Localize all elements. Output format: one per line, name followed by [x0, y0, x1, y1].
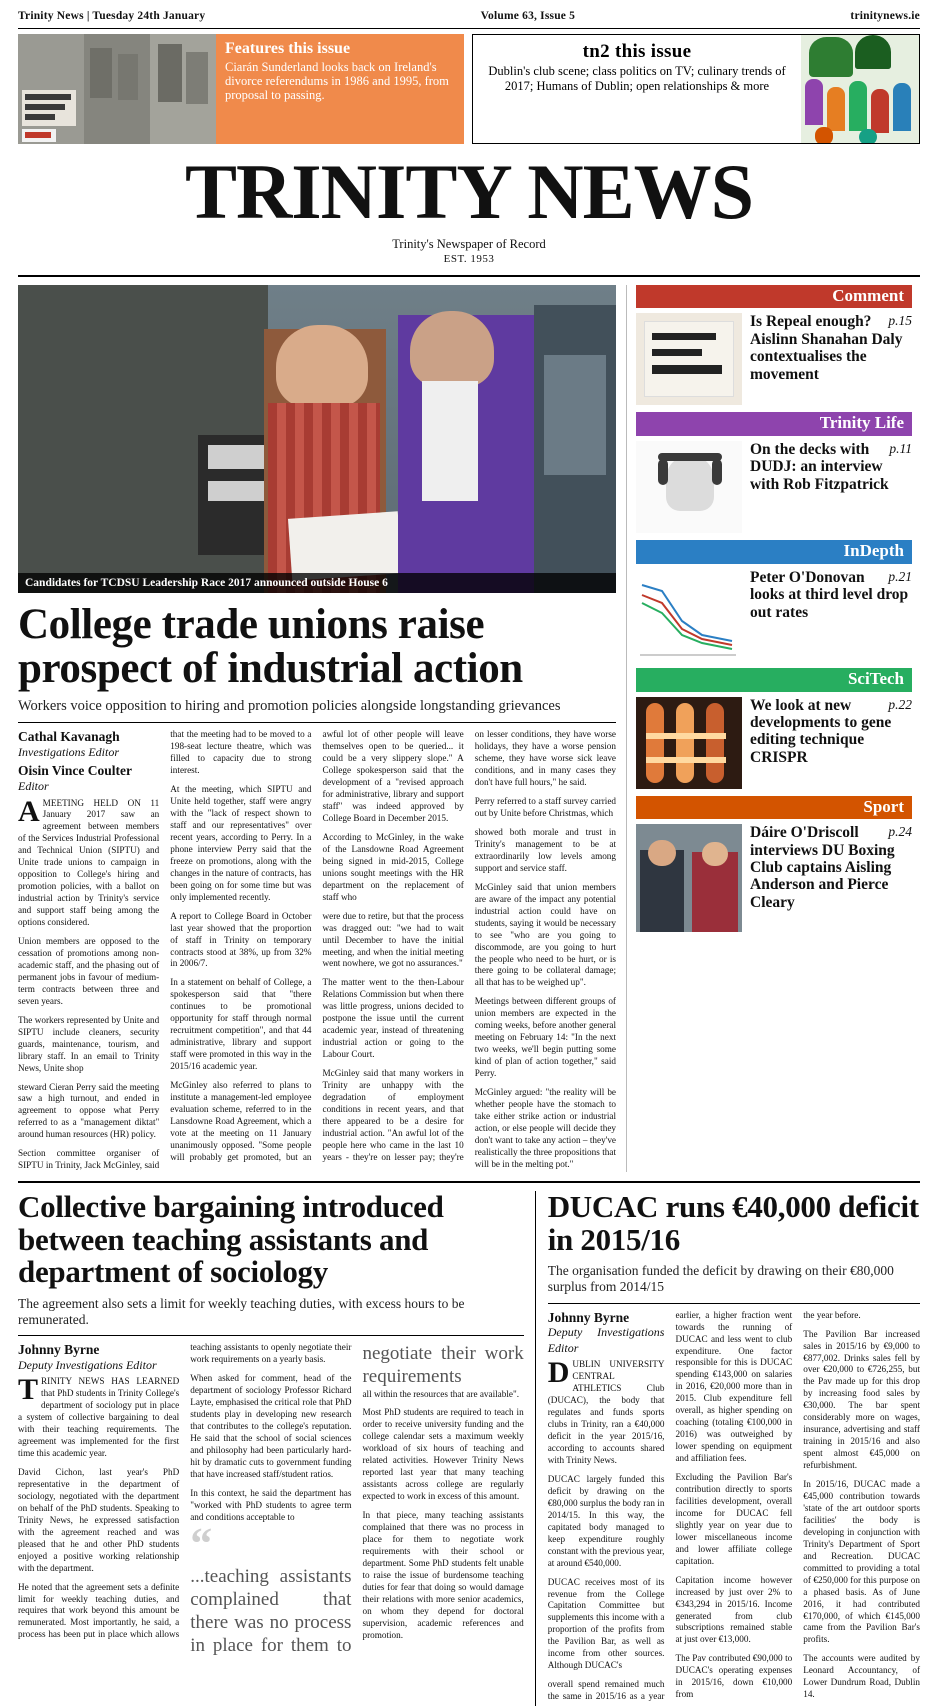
story-headline: Collective bargaining introduced between teaching assistants and department of sociology: [18, 1189, 444, 1290]
rail-headline-comment: [750, 313, 912, 405]
story-paragraph: The Pav contributed €90,000 to DUCAC's operating expenses in 2015/16, down €10,000 from: [675, 1653, 793, 1700]
story-paragraph: David Cichon, last year's PhD representative in the department of sociology, negotiated with the department on behalf of the PhD students. Speaking to Trinity News, he expressed satisfaction with the agreement reached and was pleased that he and other PhD students enjoyed a positive working relationship with the department.: [18, 1466, 180, 1573]
lead-paragraph: Meetings between different groups of union members are expected in the coming weeks, before another general meeting on February 14: "In the next two weeks, we'll begin putting some kind of plan of action together," said Perry.: [474, 996, 616, 1079]
lead-paragraph: McGinley also referred to plans to institute a management-led employee evaluation scheme, referred to in the Lansdowne Road Agreement, which a vote at the meeting on 11 January unanimously opposed. "Some people will probably get promoted, but an awful lot of other people will leave themselves open to be queried... it could be a very slippery slope." A College spokesperson said that the development of a "revised approach for administrative, library and support staff" was indeed approved by College Board in December 2015.: [170, 729, 464, 1162]
rail-item-comment[interactable]: [636, 285, 912, 406]
story-paragraph: In that piece, many teaching assistants complained that there was no process in place for them to negotiate work requirements with their school or department. Some PhD students felt unable to raise the issue of burdensome teaching duties for fear that doing so would damage their relations with more senior academics, on whom they depend for doctoral supervision, academic references and promotion.: [362, 1510, 524, 1640]
story-paragraph: DUCAC receives most of its revenue from the College Capitation Committee but supplements this income with a proportion of the profits from the Pavilion Bar, as well as income from other sources. Although DUCAC's: [547, 1576, 665, 1671]
rail-item-scitech[interactable]: [636, 668, 912, 789]
lead-standfirst: Workers voice opposition to hiring and promotion policies alongside longstanding grievances: [18, 698, 561, 715]
story-paragraph: Excluding the Pavilion Bar's contribution directly to sports facilities development, overall income for DUCAC fell slightly year on year due to lower miscellaneous income and lower affiliate college capitation.: [675, 1472, 793, 1566]
lead-paragraph: steward Cieran Perry said the meeting saw a high turnout, and ended in agreement to oppose what Perry referred to as a "management diktat" around human resources (HR) policy.: [18, 1081, 160, 1140]
lead-photo: [18, 285, 616, 593]
lead-paragraph: were due to retire, but that the process was dragged out: "we had to wait until December to have the initial meeting, and when the initial meeting went nowhere, we got no assurances.": [322, 910, 464, 969]
story-paragraph: TRINITY NEWS HAS LEARNED that PhD students in Trinity College's department of sociology put in place a system of collective bargaining to deal with their teaching requirements. The agreement was implemented for the first time this academic year.: [18, 1373, 180, 1459]
story-paragraph: DUBLIN UNIVERSITY CENTRAL ATHLETICS Club (DUCAC), the body that regulates and funds sports clubs in Trinity, ran a €40,000 deficit in the year 2015/16, according to accounts shared with Trinity News.: [547, 1356, 665, 1465]
quote-mark-icon: “: [190, 1518, 213, 1568]
rail-section-label: InDepth: [636, 540, 912, 564]
lead-paragraph: In a statement on behalf of College, a spokesperson said that "there continues to be promotional opportunity for staff through normal recruitment competition", and that 44 administrative, library and support staff were promoted in this way in the 2015/16 academic year.: [170, 977, 312, 1072]
story-paragraph: overall spend remained much the same in 2015/16 as a year earlier, a higher fraction went towards the running of DUCAC and less went to club expenditure. One factor responsible for this is DUCAC spending €143,000 on salaries in 2016, €20,000 more than in 2015. Club expenditure fell overall, as higher spending on coaching (totaling €100,000 in 2016) was outweighed by lower spending on equipment and affiliation fees.: [547, 1309, 793, 1702]
lead-byline-2: Oisin Vince Coulter: [18, 763, 132, 779]
lead-byline-1: Cathal Kavanagh: [18, 729, 120, 745]
lead-paragraph: Union members are opposed to the cessation of promotions among non-academic staff, and the phasing out of permanent jobs in favour of medium-term contracts between three and seven years.: [18, 936, 160, 1006]
story-body: [18, 1342, 524, 1657]
masthead-title: TRINITY NEWS: [184, 148, 754, 235]
lead-photo-caption: Candidates for TCDSU Leadership Race 2017 announced outside House 6: [18, 573, 616, 593]
lead-paragraph: AMEETING HELD ON 11 January 2017 saw an agreement between members of the Services Industrial Professional and Technical Union (SIPTU) and Unite trade unions to campaign in opposition to College's hiring and promotion policies, with a ballot on industrial action by Trinity's service and support staff being among the options considered.: [18, 794, 160, 928]
rail-headline-trinity-life: [750, 441, 912, 533]
promo-features[interactable]: [18, 34, 464, 144]
story-rule: [18, 1335, 524, 1336]
main-content: [18, 285, 920, 1172]
lead-paragraph: Section committee organiser of SIPTU in Trinity, Jack McGinley, said that the meeting had to be moved to a 198-seat lecture theatre, which was filled to capacity due to strong interest.: [18, 729, 312, 1171]
rail-thumb-indepth: [636, 569, 742, 661]
story-ducac-deficit: [548, 1191, 920, 1706]
issue-date: Trinity News | Tuesday 24th January: [18, 10, 206, 22]
volume-issue: Volume 63, Issue 5: [480, 10, 576, 22]
rail-page-indepth: p.21: [888, 568, 912, 584]
rail-page-comment: p.15: [888, 313, 912, 329]
story-body: [548, 1310, 920, 1706]
rail-section-label: Comment: [636, 285, 912, 309]
bottom-stories: [18, 1181, 920, 1706]
lead-paragraph: McGinley said that union members are aware of the impact any potential industrial action could have on students, saying it would be necessary to see "who are you going to discommode, are you going to hurt the people who need to be hurt, or is there going to be collateral damage; all that has to be weighed up".: [474, 881, 616, 988]
rail-page-scitech: p.22: [888, 696, 912, 712]
section-rail: [626, 285, 912, 1172]
rail-headline-sport: [750, 824, 912, 932]
story-paragraph: DUCAC largely funded this deficit by drawing on the €80,000 surplus the body ran in 2014/15. In this way, the capitated body managed to keep expenditure roughly constant with the previous year, at around €540,000.: [547, 1473, 665, 1568]
story-rule: [548, 1303, 920, 1304]
lead-paragraph: At the meeting, which SIPTU and Unite held together, staff were angry with the "lack of respect shown to staff and our representatives" over recent years, according to Perry. In a phone interview Perry said that the freeze on promotions, along with the changes in the nature of contracts, has been going on for some time but was only implemented recently.: [170, 784, 312, 902]
story-paragraph: He noted that the agreement sets a definite limit for weekly teaching duties, and requires that work beyond this amount be remunerated. Most importantly, he said, a process has been put in place which allows teaching assistants to openly negotiate their work requirements on a yearly basis.: [18, 1342, 352, 1640]
promo-strip: [18, 34, 920, 144]
lead-paragraph: The workers represented by Unite and SIPTU include cleaners, security guards, maintenance, tourism, and library staff. In an email to Trinity News, Unite shop: [18, 1014, 160, 1073]
rail-thumb-sport: [636, 824, 742, 932]
rail-item-sport[interactable]: [636, 796, 912, 933]
promo-tn2[interactable]: [472, 34, 920, 144]
lead-paragraph: The matter went to the then-Labour Relations Commission but when there was little progress, unions decided to postpone the issue until the current academic year, instead of threatening industrial action or going to the Labour Court.: [322, 977, 464, 1060]
rail-page-sport: p.24: [888, 824, 912, 840]
story-paragraph: The Pavilion Bar increased sales in 2015/16 by €9,000 to €877,002. Drinks sales fell by over €20,000 to €726,255, but the Pav made up for this drop by increasing food sales by €30,000. The bar spent considerably more on wages, insurance, advertising and staff training in 2015/16 and also spent almost €45,000 on refurbishment.: [803, 1328, 920, 1471]
lead-paragraph: According to McGinley, in the wake of the Lansdowne Road Agreement being signed in mid-2015, College unions sought meetings with the HR department on the replacement of staff who: [322, 831, 464, 902]
lead-paragraph: showed both morale and trust in Trinity's management to be at extraordinarily low levels among support and service staff.: [474, 826, 616, 873]
top-bar: [18, 0, 920, 28]
rail-headline-text: Dáire O'Driscoll interviews DU Boxing Club captains Aisling Anderson and Pierce Cleary: [750, 824, 895, 911]
rail-thumb-comment: [636, 313, 742, 405]
story-paragraph: the year before.: [803, 1309, 861, 1320]
rail-thumb-scitech: [636, 697, 742, 789]
rail-headline-text: On the decks with DUDJ: an interview with Rob Fitzpatrick: [750, 441, 889, 493]
promo-features-photo: [18, 34, 216, 144]
story-paragraph: Capitation income however increased by just over 2% to €343,294 in 2015/16. Income generated from club subscriptions remained stable at just over €13,000.: [675, 1574, 793, 1645]
promo-tn2-sub: Dublin's club scene; class politics on TV; culinary trends of 2017; Humans of Dublin; open relationships & more: [488, 63, 786, 93]
masthead-rule: [18, 275, 920, 277]
rail-section-label: SciTech: [636, 668, 912, 692]
lead-body: [18, 729, 616, 1172]
rail-headline-scitech: [750, 697, 912, 789]
masthead-established: EST. 1953: [443, 252, 495, 265]
story-byrole: Deputy Investigations Editor: [547, 1325, 665, 1355]
lead-headline: College trade unions raise prospect of industrial action: [18, 600, 523, 693]
story-paragraph: When asked for comment, head of the department of sociology Professor Richard Layte, emphasised the critical role that PhD students play in developing new research that contributes to the college's reputation. He said that the school of social sciences and philosophy had been particularly hard-hit by dramatic cuts to government funding that have increased staff/student ratios.: [190, 1373, 352, 1479]
rail-headline-indepth: [750, 569, 912, 661]
promo-tn2-kicker: tn2 this issue: [582, 41, 692, 62]
rail-item-indepth[interactable]: [636, 540, 912, 661]
rail-headline-text: Peter O'Donovan looks at third level drop out rates: [750, 568, 909, 621]
rail-thumb-trinity-life: [636, 441, 742, 533]
story-paragraph: The accounts were audited by Leonard Accountancy, of Lower Dundrum Road, Dublin 14.: [803, 1653, 920, 1700]
website-url[interactable]: trinitynews.ie: [850, 10, 920, 22]
story-pullquote-text: ...teaching assistants complained that there was no process in place for them to negotiate their work requirements: [190, 1343, 524, 1657]
promo-features-kicker: Features this issue: [225, 40, 351, 57]
promo-features-text: [216, 34, 464, 144]
story-paragraph: In this context, he said the department has "worked with PhD students to agree term and conditions acceptable to: [190, 1487, 352, 1522]
lead-rule: [18, 722, 616, 723]
rail-item-trinity-life[interactable]: [636, 412, 912, 533]
story-byrole: Deputy Investigations Editor: [18, 1357, 157, 1372]
promo-tn2-artwork: [801, 35, 919, 144]
story-headline: DUCAC runs €40,000 deficit in 2015/16: [547, 1189, 919, 1257]
rail-section-label: Trinity Life: [636, 412, 912, 436]
story-paragraph: In 2015/16, DUCAC made a €45,000 contribution towards 'state of the art outdoor sports facilities' the body is developing in conjunction with Trinity's Department of Sport and Recreation. DUCAC committed to providing a total of €250,000 for this purpose on a phased basis. As of June 2016, it had contributed €170,000, of which €145,000 came from the Pavilion Bar's profits.: [803, 1479, 920, 1645]
lead-paragraph: McGinley said that many workers in Trinity are unhappy with the degradation of employment conditions in recent years, and that there appeared to be a desire for industrial action. "An awful lot of the people here who came in the last 10 years - they're on lesser pay; they're on lesser conditions, they have worse holidays, they have a worse pension scheme, they have worse sick leave conditions, and in many cases they don't have full hours," he said.: [322, 729, 616, 1162]
lead-paragraph: A report to College Board in October last year showed that the proportion of staff in Trinity on temporary contracts stood at 38%, up from 32% in 2006/7.: [170, 910, 312, 969]
top-rule: [18, 28, 920, 29]
story-paragraph: Most PhD students are required to teach in order to receive university funding and the college calendar sets a maximum weekly workload of six hours of teaching and related activities. However Trinity News reported last year that many teaching assistants across college are regularly expected to work in excess of this amount.: [362, 1407, 524, 1502]
story-standfirst: The organisation funded the deficit by drawing on their €80,000 surplus from 2014/15: [547, 1263, 894, 1295]
rail-section-label: Sport: [636, 796, 912, 820]
lead-byrole-2: Editor: [18, 778, 49, 793]
lead-story: [18, 285, 616, 1172]
story-byline: Johnny Byrne: [547, 1309, 630, 1325]
rail-headline-text: We look at new developments to gene editing technique CRISPR: [750, 696, 892, 766]
rail-page-trinity-life: p.11: [889, 441, 912, 457]
rail-headline-text: Is Repeal enough? Aislinn Shanahan Daly contextualises the movement: [750, 313, 903, 383]
masthead-tagline: Trinity's Newspaper of Record: [392, 236, 546, 251]
story-paragraph: all within the resources that are available".: [362, 1388, 520, 1399]
story-byline: Johnny Byrne: [18, 1342, 100, 1358]
story-collective-bargaining: [18, 1191, 536, 1706]
lead-paragraph: McGinley argued: "the reality will be whether people have the stomach to take either strike action or industrial action, or else people will decide they don't want to take any action – they've realistically the three propositions that will be in the melting pot.": [474, 1087, 616, 1169]
lead-byrole-1: Investigations Editor: [18, 744, 119, 759]
promo-tn2-text: [473, 35, 801, 143]
promo-features-sub: Ciarán Sunderland looks back on Ireland's divorce referendums in 1986 and 1995, from proposal to passing.: [225, 59, 449, 103]
story-standfirst: The agreement also sets a limit for weekly teaching duties, with excess hours to be remunerated.: [18, 1295, 465, 1327]
lead-paragraph: Perry referred to a staff survey carried out by Unite before Christmas, which: [474, 796, 616, 819]
masthead: [18, 144, 920, 267]
